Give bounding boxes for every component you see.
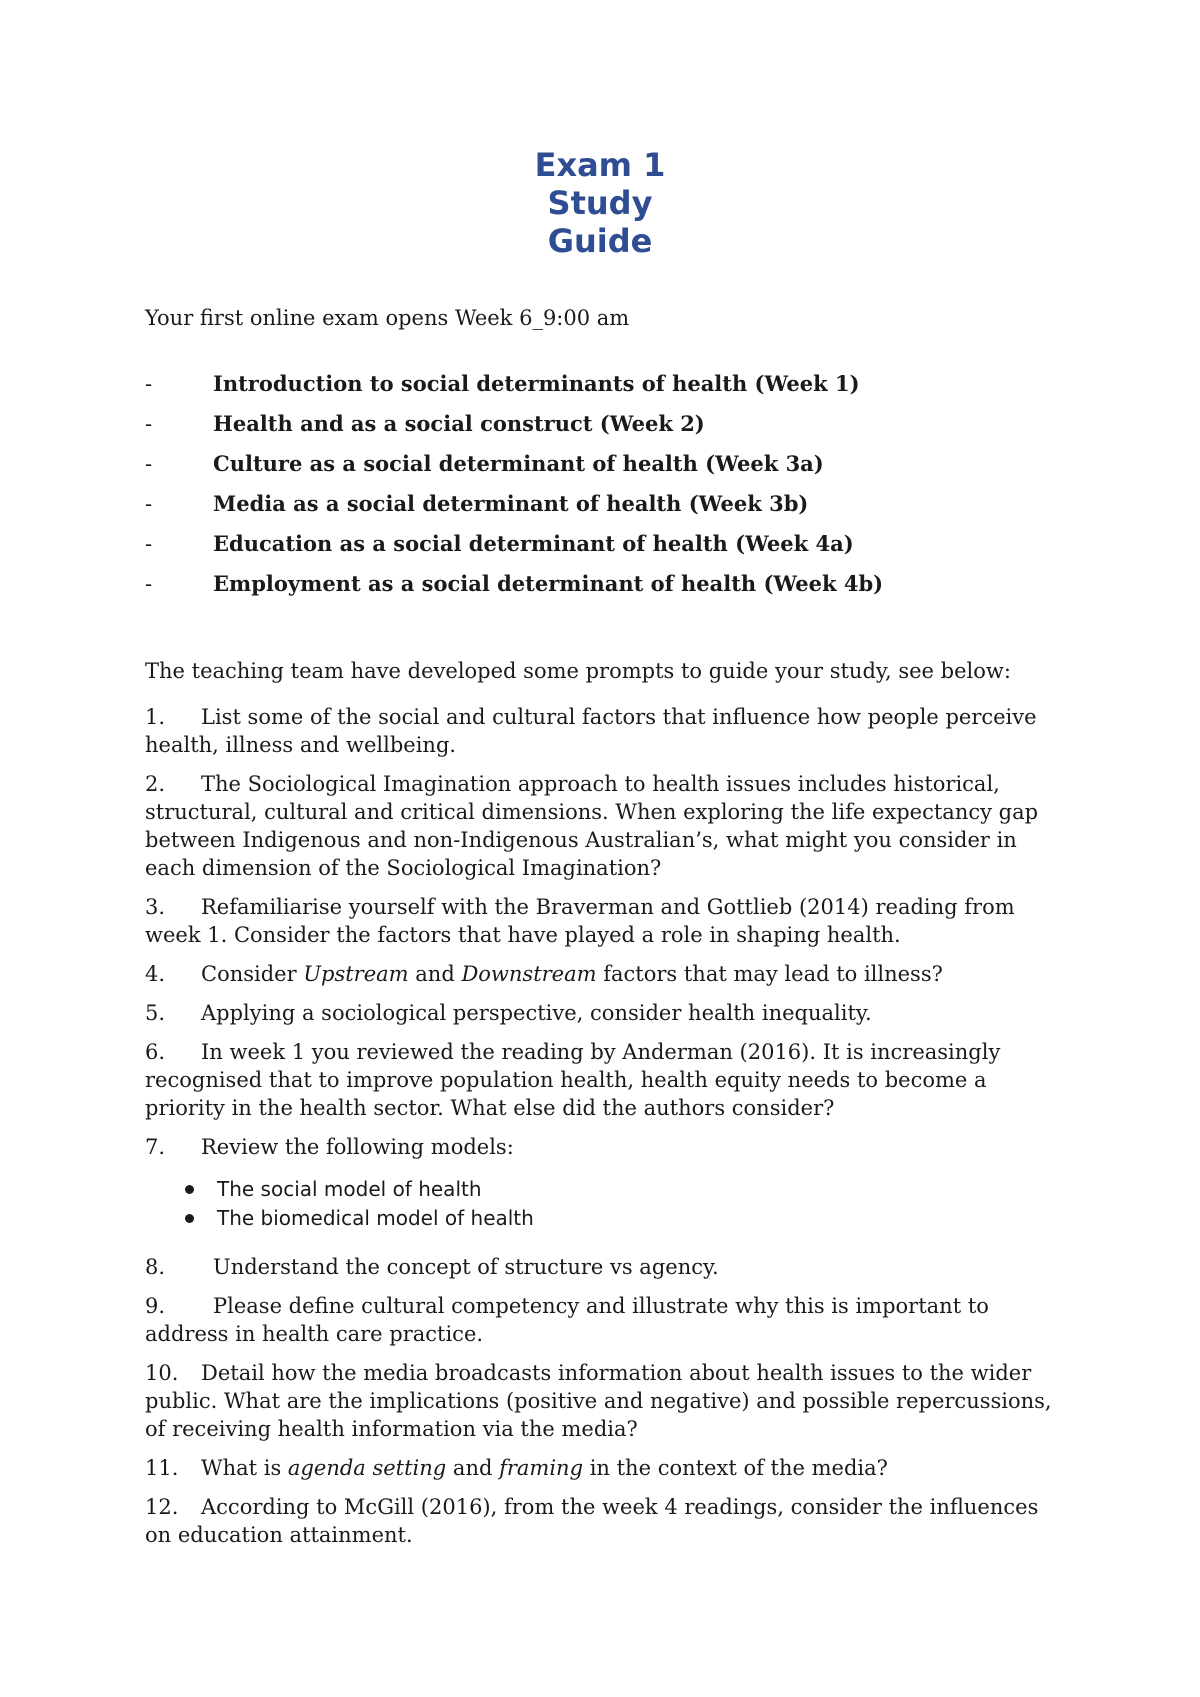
dash-marker: -: [145, 372, 153, 396]
dash-marker: -: [145, 532, 153, 556]
model-item: [145, 1204, 1065, 1233]
topic-item: [145, 530, 1065, 570]
prompt-text: Review the following models:: [201, 1135, 514, 1159]
prompt-emphasis-downstream: Downstream: [461, 962, 597, 986]
prompt-number: 6.: [145, 1040, 166, 1064]
topic-label: Introduction to social determinants of health (Week 1): [213, 371, 860, 396]
prompt-item: [145, 999, 1065, 1027]
prompt-item: [145, 1359, 1065, 1443]
prompt-item: [145, 1253, 1065, 1281]
prompt-text-before: What is: [201, 1456, 288, 1480]
prompt-text: Please define cultural competency and illustrate why this is important to address in health care practice.: [145, 1294, 989, 1346]
bullet-icon: [185, 1214, 194, 1223]
topic-label: Employment as a social determinant of health (Week 4b): [213, 571, 884, 596]
prompt-emphasis-upstream: Upstream: [303, 962, 409, 986]
prompt-number: 1.: [145, 705, 166, 729]
dash-marker: -: [145, 572, 153, 596]
model-label: The social model of health: [217, 1177, 482, 1201]
prompt-number: 12.: [145, 1495, 179, 1519]
prompt-text-mid: and: [446, 1456, 500, 1480]
model-list: [145, 1175, 1065, 1233]
topic-label: Health and as a social construct (Week 2): [213, 411, 705, 436]
model-label: The biomedical model of health: [217, 1206, 534, 1230]
topic-item: [145, 490, 1065, 530]
prompt-text: In week 1 you reviewed the reading by Anderman (2016). It is increasingly recognised that to improve population health, health equity needs to become a priority in the health sector. What else did the authors consider?: [145, 1040, 1001, 1120]
prompt-number: 9.: [145, 1294, 166, 1318]
prompt-number: 4.: [145, 962, 166, 986]
dash-marker: -: [145, 412, 153, 436]
title-line-2: Study: [547, 184, 653, 222]
prompt-item: [145, 1133, 1065, 1161]
page-title: [0, 146, 1200, 260]
prompt-number: 7.: [145, 1135, 166, 1159]
prompt-number: 2.: [145, 772, 166, 796]
prompt-text: The Sociological Imagination approach to health issues includes historical, structural, cultural and critical dimensions. When exploring the life expectancy gap between Indigenous and non-Indigenous Australian’s, what might you consider in each dimension of the Sociological Imagination?: [145, 772, 1039, 880]
prompt-text-before: Consider: [201, 962, 304, 986]
dash-marker: -: [145, 452, 153, 476]
prompt-item: [145, 770, 1065, 882]
topic-list: [145, 370, 1065, 610]
prompt-list: [145, 703, 1065, 1560]
topic-item: [145, 410, 1065, 450]
prompts-intro: The teaching team have developed some prompts to guide your study, see below:: [145, 659, 1011, 683]
prompt-number: 8.: [145, 1255, 166, 1279]
prompt-text: Understand the concept of structure vs agency.: [213, 1255, 719, 1279]
prompt-text: Applying a sociological perspective, consider health inequality.: [201, 1001, 872, 1025]
prompt-text-after: in the context of the media?: [583, 1456, 888, 1480]
topic-item: [145, 370, 1065, 410]
title-line-1: Exam 1: [534, 146, 666, 184]
topic-label: Education as a social determinant of health (Week 4a): [213, 531, 854, 556]
prompt-item: [145, 1493, 1065, 1549]
exam-open-notice: Your first online exam opens Week 6_9:00 am: [145, 306, 630, 330]
topic-item: [145, 450, 1065, 490]
prompt-item: [145, 893, 1065, 949]
prompt-item: [145, 1038, 1065, 1122]
prompt-text: According to McGill (2016), from the week 4 readings, consider the influences on education attainment.: [145, 1495, 1039, 1547]
prompt-text: Refamiliarise yourself with the Braverman and Gottlieb (2014) reading from week 1. Consider the factors that have played a role in shaping health.: [145, 895, 1015, 947]
prompt-text: List some of the social and cultural factors that influence how people perceive health, illness and wellbeing.: [145, 705, 1037, 757]
prompt-number: 5.: [145, 1001, 166, 1025]
bullet-icon: [185, 1185, 194, 1194]
title-line-3: Guide: [547, 222, 653, 260]
dash-marker: -: [145, 492, 153, 516]
prompt-item: [145, 703, 1065, 759]
prompt-text-after: factors that may lead to illness?: [596, 962, 943, 986]
prompt-text-mid: and: [408, 962, 462, 986]
prompt-number: 3.: [145, 895, 166, 919]
prompt-item: [145, 960, 1065, 988]
prompt-number: 11.: [145, 1456, 179, 1480]
topic-item: [145, 570, 1065, 610]
topic-label: Media as a social determinant of health (Week 3b): [213, 491, 809, 516]
model-item: [145, 1175, 1065, 1204]
prompt-item: [145, 1292, 1065, 1348]
topic-label: Culture as a social determinant of health (Week 3a): [213, 451, 824, 476]
prompt-emphasis-framing: framing: [499, 1456, 584, 1480]
prompt-item: [145, 1454, 1065, 1482]
prompt-number: 10.: [145, 1361, 179, 1385]
prompt-text: Detail how the media broadcasts information about health issues to the wider public. What are the implications (positive and negative) and possible repercussions, of receiving health information via the media?: [145, 1361, 1052, 1441]
prompt-emphasis-agenda-setting: agenda setting: [287, 1456, 447, 1480]
